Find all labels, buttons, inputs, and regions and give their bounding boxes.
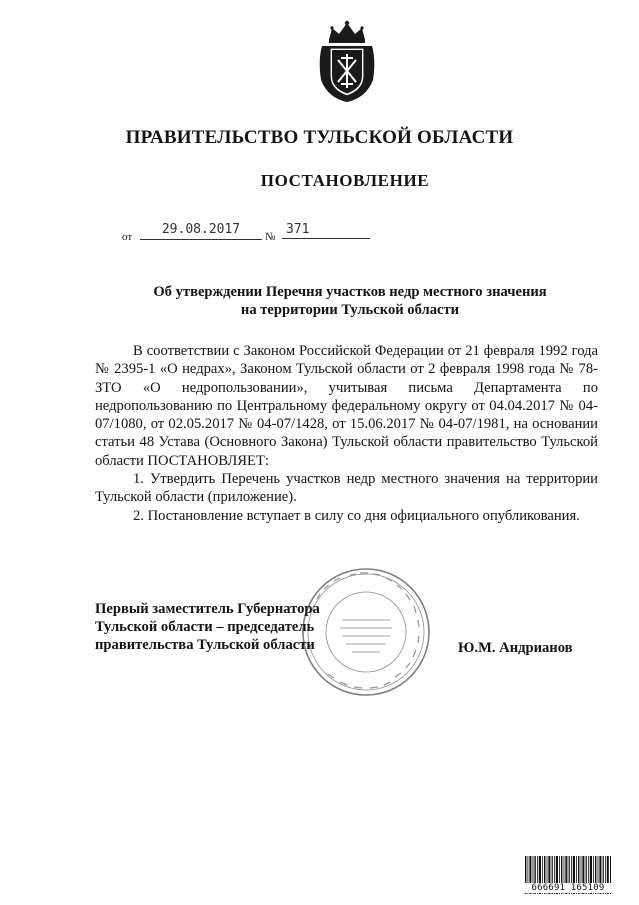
document-subject	[120, 283, 580, 319]
signatory-name: Ю.М. Андрианов	[458, 640, 573, 656]
number-label: №	[265, 231, 276, 243]
coat-of-arms-emblem	[316, 20, 378, 104]
subject-line-1: Об утверждении Перечня участков недр местного значения	[153, 284, 547, 300]
subject-line-2: на территории Тульской области	[240, 302, 460, 318]
government-title: ПРАВИТЕЛЬСТВО ТУЛЬСКОЙ ОБЛАСТИ	[125, 127, 514, 148]
position-line-2: Тульской области – председатель	[95, 619, 315, 635]
document-type: ПОСТАНОВЛЕНИЕ	[260, 171, 430, 190]
body-paragraph: В соответствии с Законом Российской Федерации от 21 февраля 1992 года № 2395-1 «О недрах», Законом Тульской области от 2 февраля 1998 года № 78-ЗТО «О недропользовании», учитывая письма Департамента по недропользованию по Центральному федеральному округу от 04.04.2017 № 04-07/1080, от 02.05.2017 № 04-07/1428, от 15.06.2017 № 04-07/1981, на основании статьи 48 Устава (Основного Закона) Тульской области правительство Тульской области ПОСТАНОВЛЯЕТ:	[95, 343, 598, 469]
document-date: 29.08.2017	[140, 222, 262, 240]
date-label: от	[122, 231, 133, 243]
document-number: 371	[282, 222, 370, 239]
crown-icon	[329, 21, 365, 43]
body-paragraph: 2. Постановление вступает в силу со дня официального опубликования.	[133, 507, 580, 524]
barcode-number: 666691 165109	[524, 883, 612, 893]
document-body	[95, 342, 598, 525]
body-paragraph: 1. Утвердить Перечень участков недр местного значения на территории Тульской области (приложение).	[95, 471, 598, 506]
document-meta	[122, 222, 382, 244]
position-line-3: правительства Тульской области	[95, 637, 315, 653]
signatory-position	[95, 600, 320, 654]
position-line-1: Первый заместитель Губернатора	[95, 601, 320, 617]
